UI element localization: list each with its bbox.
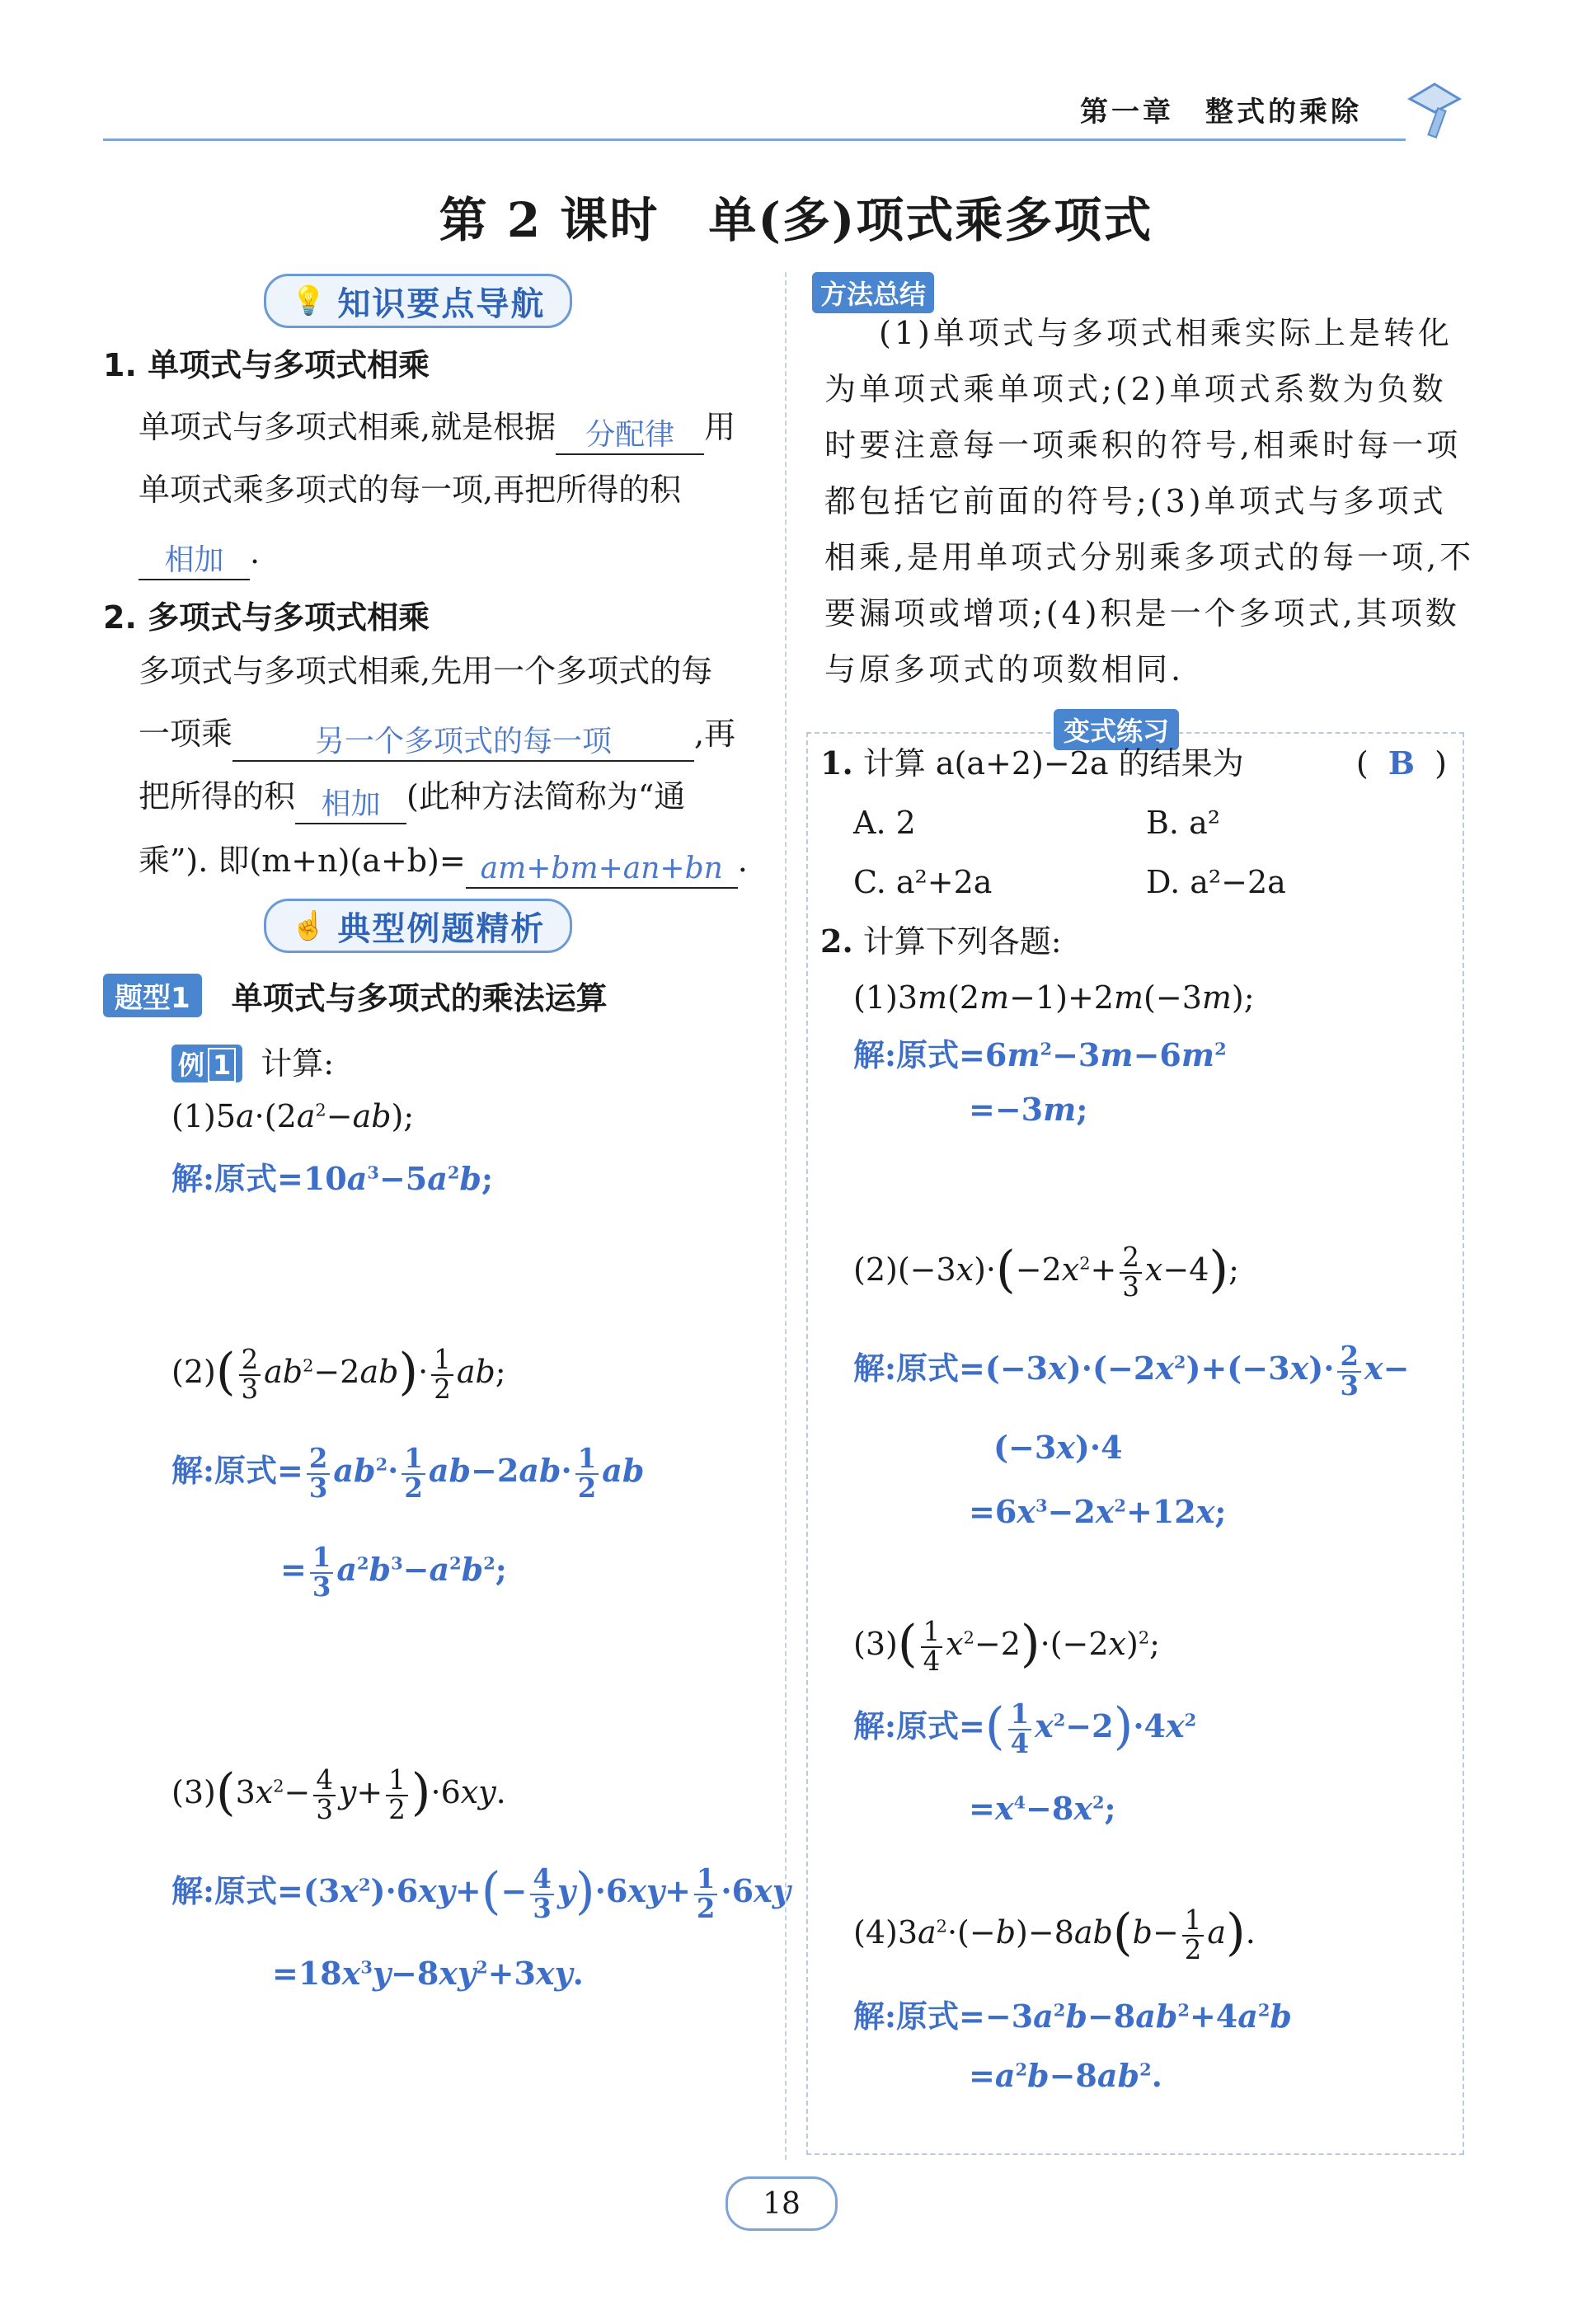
item1-heading — [103, 340, 430, 385]
q2-solution-1b: =−3m; — [969, 1091, 1088, 1128]
item1-text1: 单项式与多项式相乘,就是根据 — [139, 409, 556, 445]
column-divider — [785, 272, 787, 2160]
answer-fill-3: 另一个多项式的每一项 — [315, 725, 613, 758]
example-tag-num: 1 — [208, 1048, 236, 1082]
example-prompt: 计算: — [261, 1045, 335, 1082]
q2-solution-4a: 解:原式$=-3a^2b-8ab^2+4a^2b$ — [853, 1998, 1292, 2035]
practice-tag: 变式练习 — [1054, 709, 1179, 750]
q1-option-a: A. 2 — [853, 805, 916, 841]
type-heading — [103, 973, 608, 1018]
page-number-badge — [726, 2176, 838, 2231]
item2-text3: ,再 — [694, 716, 736, 752]
type-tag-label: 题型 — [115, 982, 171, 1015]
q1-option-b: B. a² — [1146, 805, 1220, 841]
q1-option-d: D. a²−2a — [1146, 864, 1286, 900]
example-tag-label: 例 — [178, 1049, 205, 1081]
example-tag — [171, 1045, 242, 1082]
type-title: 单项式与多项式的乘法运算 — [231, 980, 608, 1016]
q1-num: 1. — [820, 744, 853, 782]
item1-line1 — [139, 399, 735, 455]
item1-text3: 单项式乘多项式的每一项,再把所得的积 — [139, 472, 682, 508]
item2-text7: . — [737, 843, 748, 879]
answer-fill-1: 分配律 — [585, 418, 675, 452]
q2-solution-2b: (−3x)·4 — [993, 1429, 1123, 1466]
q1-stem: 计算 a(a+2)−2a 的结果为 — [862, 745, 1244, 782]
q2-num: 2. — [820, 923, 853, 960]
q2-problem-2: $(2)(-3x)\cdot(-2x^2+$ $\frac{2}{3}$ x−4); — [853, 1241, 1239, 1303]
item1-line3 — [139, 524, 260, 580]
method-line-6: 要漏项或增项;(4)积是一个多项式,其项数 — [824, 595, 1460, 631]
item1-text4: . — [250, 534, 261, 570]
example-solution-2b: = $\frac{1}{3}$ $a^2b^3-a^2b^2$; — [280, 1541, 507, 1603]
answer-fill-4: 相加 — [321, 787, 381, 821]
item2-line3 — [139, 768, 685, 824]
method-line-5: 相乘,是用单项式分别乘多项式的每一项,不 — [824, 539, 1475, 575]
examples-heading-label: 典型例题精析 — [337, 909, 546, 948]
q2-problem-3: (3)( $\frac{1}{4}$ $x^2-2)\cdot(-2x)^2$; — [853, 1615, 1160, 1677]
pencil-cap-icon — [1393, 66, 1468, 140]
example-solution-3a: 解:原式$=(3x^2)\cdot 6xy+(-$ $\frac{4}{3}$ y)·6xy+ $\frac{1}{2}$ ·6xy — [171, 1862, 791, 1924]
method-line-3: 时要注意每一项乘积的符号,相乘时每一项 — [824, 427, 1462, 463]
example-solution-1: 解:原式$=10a^3-5a^2b$; — [171, 1160, 493, 1197]
q2-stem: 计算下列各题: — [862, 923, 1062, 960]
knowledge-section-heading — [264, 274, 572, 328]
answer-fill-5: am+bm+an+bn — [480, 852, 723, 885]
header-rule — [103, 139, 1406, 141]
page-title: 第 2 课时 单(多)项式乘多项式 — [439, 192, 1153, 248]
q1-option-c: C. a²+2a — [853, 864, 993, 900]
method-line-1: (1)单项式与多项式相乘实际上是转化 — [879, 315, 1453, 351]
q1-answer: B — [1388, 744, 1416, 782]
examples-section-heading — [264, 899, 572, 953]
q2-solution-3a: 解:原式=( $\frac{1}{4}$ $x^2-2)\cdot 4x^2$ — [853, 1697, 1197, 1759]
item2-title: 多项式与多项式相乘 — [148, 599, 430, 636]
q2-solution-2c: $=6x^3-2x^2+12x$; — [969, 1493, 1227, 1530]
solution-label-1: 解:原式 — [171, 1160, 278, 1197]
page-number: 18 — [763, 2186, 801, 2221]
item2-num: 2. — [103, 599, 137, 636]
chapter-header: 第一章 整式的乘除 — [1080, 96, 1362, 129]
item1-title: 单项式与多项式相乘 — [148, 347, 430, 383]
pointing-hand-icon: ☝ — [291, 909, 326, 942]
method-line-2: 为单项式乘单项式;(2)单项式系数为负数 — [824, 371, 1447, 407]
item2-line2 — [139, 706, 735, 762]
practice-q1 — [820, 735, 1447, 791]
example-problem-2: (2)( $\frac{2}{3}$ $ab^2-2ab)\cdot$ $\frac{1}{2}$ ab; — [171, 1343, 506, 1405]
item2-text2: 一项乘 — [139, 716, 233, 752]
item2-heading — [103, 592, 430, 637]
item1-line2 — [139, 462, 681, 518]
q2-solution-2a: 解:原式$=(-3x)\cdot(-2x^2)+(-3x)\cdot$ $\frac{2}{3}$ x− — [853, 1340, 1410, 1401]
item2-text4: 把所得的积 — [139, 778, 296, 815]
type-tag — [103, 974, 202, 1017]
method-summary — [824, 305, 1475, 697]
example-problem-1: $(1)5a\cdot(2a^2-ab)$; — [171, 1098, 415, 1134]
method-tag: 方法总结 — [812, 272, 934, 313]
item2-text5: (此种方法简称为“通 — [406, 778, 686, 815]
example-problem-3: $(3)(3x^2-$ $\frac{4}{3}$ y+ $\frac{1}{2}$ )·6xy. — [171, 1763, 506, 1825]
q2-solution-3b: $=x^4-8x^2$; — [969, 1790, 1116, 1827]
item1-text2: 用 — [704, 409, 736, 445]
item2-line4 — [139, 833, 748, 889]
example-heading — [171, 1035, 334, 1092]
answer-fill-2: 相加 — [164, 543, 224, 577]
example-solution-3b: $=18x^3y-8xy^2+3xy$. — [272, 1955, 584, 1992]
type-tag-num: 1 — [171, 982, 190, 1015]
knowledge-heading-label: 知识要点导航 — [337, 284, 546, 323]
method-line-4: 都包括它前面的符号;(3)单项式与多项式 — [824, 483, 1447, 519]
q2-problem-4: $(4)3a^2\cdot(-b)-8ab(b-$ $\frac{1}{2}$ a). — [853, 1904, 1256, 1965]
practice-q2 — [820, 913, 1062, 970]
q2-problem-1: (1)3m(2m−1)+2m(−3m); — [853, 979, 1255, 1016]
item2-line1 — [139, 643, 712, 699]
example-solution-2a: 解:原式= $\frac{2}{3}$ $ab^2\cdot$ $\frac{1}{2}$ ab−2ab· $\frac{1}{2}$ ab — [171, 1442, 645, 1504]
item2-text6: 乘”). 即(m+n)(a+b)= — [139, 843, 466, 879]
item2-text1: 多项式与多项式相乘,先用一个多项式的每 — [139, 653, 713, 689]
q1-answer-bracket: ( B ) — [1355, 744, 1447, 782]
item1-num: 1. — [103, 347, 137, 383]
q2-solution-1a: 解:原式$=6m^2-3m-6m^2$ — [853, 1036, 1227, 1073]
q2-solution-4b: $=a^2b-8ab^2$. — [969, 2057, 1162, 2094]
method-line-7: 与原多项式的项数相同. — [824, 651, 1185, 688]
lightbulb-icon: 💡 — [291, 284, 326, 317]
